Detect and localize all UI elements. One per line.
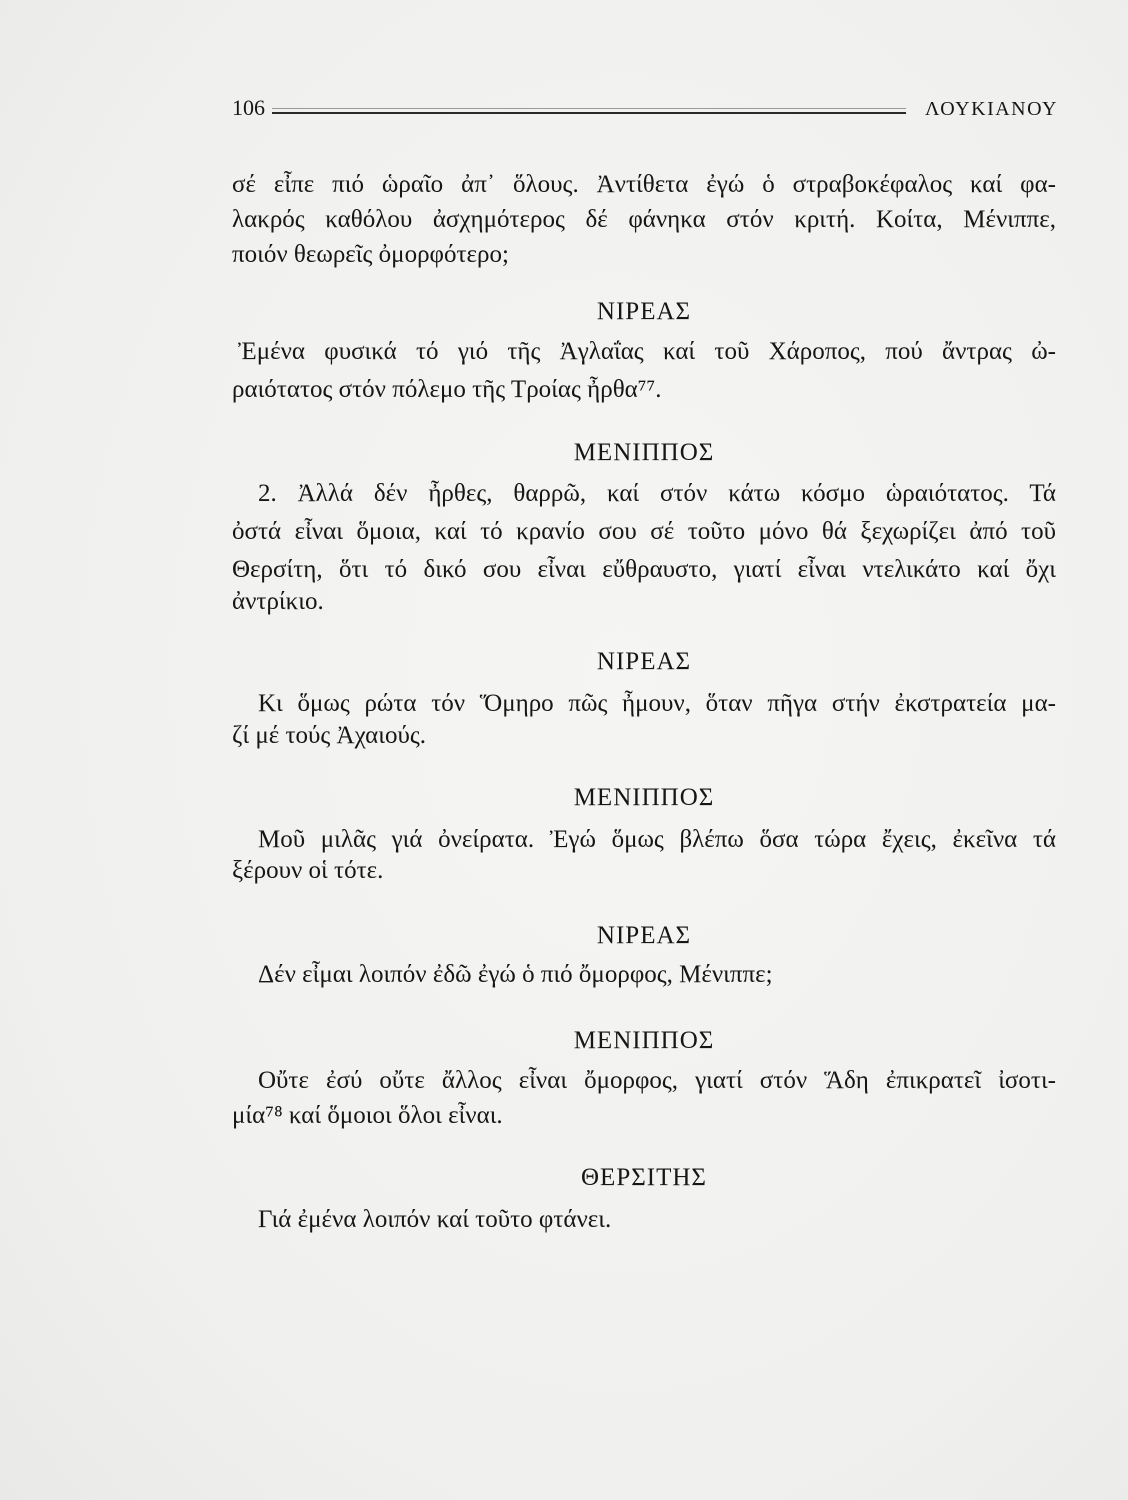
text-line: σέ εἶπε πιό ὡραῖο ἀπ᾽ ὅλους. Ἀντίθετα ἐγώ ὁ στραβοκέφαλος καί φα-	[232, 171, 1056, 198]
speaker-name: ΝΙΡΕΑΣ	[596, 298, 692, 325]
speaker-name: ΜΕΝΙΠΠΟΣ	[573, 439, 715, 466]
page-number: 106	[232, 95, 265, 120]
speaker-name: ΝΙΡΕΑΣ	[596, 648, 692, 675]
text-line: Μοῦ μιλᾶς γιά ὀνείρατα. Ἐγώ ὅμως βλέπω ὅσα τώρα ἔχεις, ἐκεῖνα τά	[258, 826, 1056, 853]
text-line: Θερσίτη, ὅτι τό δικό σου εἶναι εὔθραυστο, γιατί εἶναι ντελικάτο καί ὄχι	[232, 556, 1056, 583]
text-line: ραιότατος στόν πόλεμο τῆς Τροίας ἦρθα⁷⁷.	[232, 376, 662, 403]
text-line: Ἐμένα φυσικά τό γιό τῆς Ἀγλαΐας καί τοῦ Χάροπος, πού ἄντρας ὠ-	[238, 338, 1056, 365]
text-line: Οὔτε ἐσύ οὔτε ἄλλος εἶναι ὄμορφος, γιατί στόν Ἅδη ἐπικρατεῖ ἰσοτι-	[258, 1067, 1056, 1094]
speaker-name: ΘΕΡΣΙΤΗΣ	[581, 1164, 707, 1191]
speaker-name: ΜΕΝΙΠΠΟΣ	[573, 1027, 715, 1054]
text-line: ξέρουν οἱ τότε.	[232, 857, 384, 884]
header-rule-thin	[272, 108, 906, 109]
text-line: 2. Ἀλλά δέν ἦρθες, θαρρῶ, καί στόν κάτω κόσμο ὡραιότατος. Τά	[258, 480, 1056, 507]
text-line: ποιόν θεωρεῖς ὀμορφότερο;	[232, 241, 509, 268]
text-line: ὀστά εἶναι ὅμοια, καί τό κρανίο σου σέ τοῦτο μόνο θά ξεχωρίζει ἀπό τοῦ	[232, 518, 1056, 545]
text-line: ζί μέ τούς Ἀχαιούς.	[232, 722, 427, 749]
speaker-name: ΝΙΡΕΑΣ	[596, 922, 692, 949]
header-rule	[272, 112, 906, 114]
running-title: ΛΟΥΚΙΑΝΟΥ	[925, 98, 1058, 120]
text-line: ἀντρίκιο.	[232, 588, 324, 615]
text-line: Γιά ἐμένα λοιπόν καί τοῦτο φτάνει.	[258, 1206, 612, 1233]
speaker-name: ΜΕΝΙΠΠΟΣ	[573, 784, 715, 811]
text-line: μία⁷⁸ καί ὅμοιοι ὅλοι εἶναι.	[232, 1102, 503, 1129]
text-line: Κι ὅμως ρώτα τόν Ὅμηρο πῶς ἦμουν, ὅταν πῆγα στήν ἐκστρατεία μα-	[258, 690, 1056, 717]
text-line: Δέν εἶμαι λοιπόν ἐδῶ ἐγώ ὁ πιό ὄμορφος, Μένιππε;	[258, 961, 773, 988]
text-line: λακρός καθόλου ἀσχημότερος δέ φάνηκα στόν κριτή. Κοίτα, Μένιππε,	[232, 206, 1056, 233]
